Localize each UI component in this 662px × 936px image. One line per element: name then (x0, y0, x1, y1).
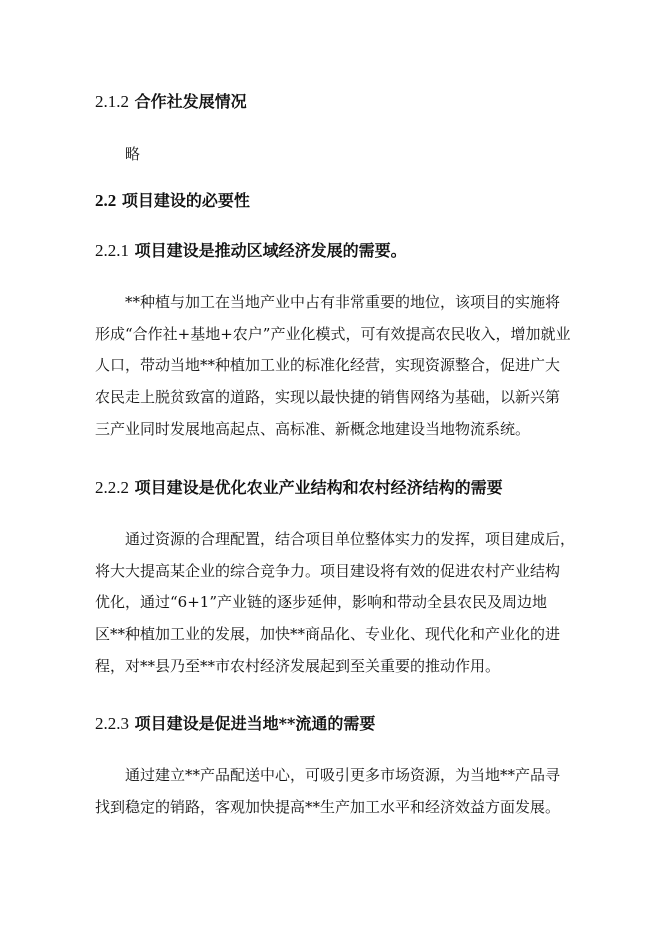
section-number: 2.1.2 (95, 92, 129, 111)
heading-2-2-2 (95, 478, 503, 498)
paragraph-line: 三产业同时发展地高起点、高标准、新概念地建设当地物流系统。 (95, 419, 531, 438)
section-number: 2.2.3 (95, 714, 129, 733)
paragraph-line: **种植与加工在当地产业中占有非常重要的地位，该项目的实施将 (125, 293, 561, 311)
paragraph-line: 农民走上脱贫致富的道路，实现以最快捷的销售网络为基础，以新兴第 (95, 388, 561, 407)
paragraph-line: 区**种植加工业的发展，加快**商品化、专业化、现代化和产业化的进 (95, 625, 561, 644)
heading-2-2 (95, 191, 250, 211)
section-number: 2.2 (95, 191, 117, 210)
heading-2-2-1 (95, 241, 407, 261)
section-title: 项目建设是推动区域经济发展的需要。 (134, 241, 407, 260)
paragraph-2-1-2 (95, 139, 585, 171)
paragraph-line: 程，对**县乃至**市农村经济发展起到至关重要的推动作用。 (95, 656, 501, 675)
section-number: 2.2.2 (95, 478, 129, 497)
paragraph-line: 形成“合作社+基地+农户”产业化模式，可有效提高农民收入，增加就业 (95, 324, 571, 343)
paragraph-line: 将大大提高某企业的综合竞争力。项目建设将有效的促进农村产业结构 (95, 561, 561, 580)
section-title: 项目建设是促进当地**流通的需要 (134, 714, 376, 733)
heading-2-2-3 (95, 714, 375, 734)
section-title: 合作社发展情况 (134, 92, 247, 111)
paragraph-line: 通过建立**产品配送中心，可吸引更多市场资源，为当地**产品寻 (125, 766, 561, 784)
paragraph-line: 略 (125, 145, 141, 163)
paragraph-line: 人口，带动当地**种植加工业的标准化经营，实现资源整合，促进广大 (95, 356, 561, 375)
paragraph-2-2-1 (95, 287, 585, 446)
paragraph-2-2-3 (95, 760, 585, 823)
paragraph-2-2-2 (95, 524, 585, 683)
section-title: 项目建设的必要性 (121, 191, 250, 210)
paragraph-line: 通过资源的合理配置，结合项目单位整体实力的发挥，项目建成后， (125, 530, 576, 548)
paragraph-line: 优化，通过“6+1”产业链的逐步延伸，影响和带动全县农民及周边地 (95, 593, 547, 612)
heading-2-1-2 (95, 92, 247, 112)
section-number: 2.2.1 (95, 241, 129, 260)
section-title: 项目建设是优化农业产业结构和农村经济结构的需要 (134, 478, 503, 497)
paragraph-line: 找到稳定的销路，客观加快提高**生产加工水平和经济效益方面发展。 (95, 797, 561, 816)
